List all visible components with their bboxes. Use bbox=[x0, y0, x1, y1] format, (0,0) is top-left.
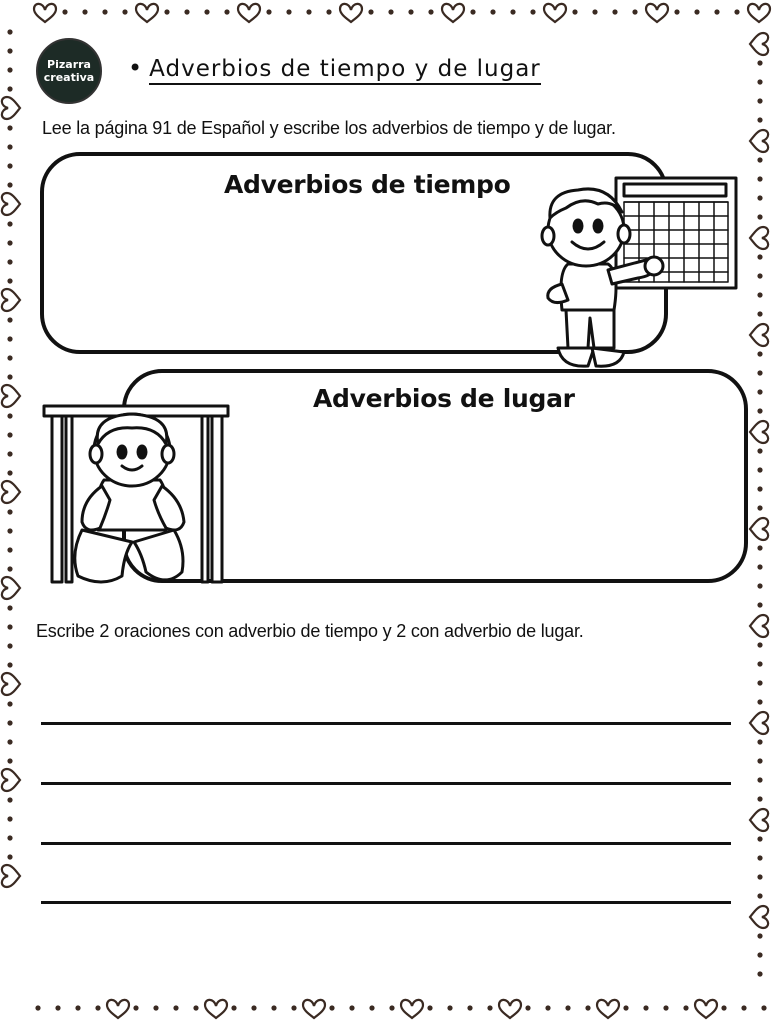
border-dot bbox=[7, 528, 12, 533]
border-dot bbox=[663, 1005, 668, 1010]
border-heart-icon bbox=[750, 809, 768, 831]
border-dot bbox=[585, 1005, 590, 1010]
border-dot bbox=[7, 125, 12, 130]
border-dot bbox=[153, 1005, 158, 1010]
border-dot bbox=[757, 796, 762, 801]
writing-line[interactable] bbox=[41, 842, 731, 845]
border-dot bbox=[683, 1005, 688, 1010]
border-heart-icon bbox=[34, 4, 56, 22]
border-dot bbox=[7, 566, 12, 571]
border-dot bbox=[757, 60, 762, 65]
border-dot bbox=[757, 157, 762, 162]
border-dot bbox=[757, 583, 762, 588]
border-heart-icon bbox=[2, 97, 20, 119]
border-dot bbox=[592, 9, 597, 14]
border-dot bbox=[7, 182, 12, 187]
border-dot bbox=[757, 777, 762, 782]
border-dot bbox=[741, 1005, 746, 1010]
border-dot bbox=[757, 642, 762, 647]
border-dot bbox=[757, 176, 762, 181]
border-dot bbox=[388, 9, 393, 14]
time-adverbs-heading: Adverbios de tiempo bbox=[224, 170, 511, 199]
border-dot bbox=[757, 505, 762, 510]
border-heart-icon bbox=[2, 481, 20, 503]
border-dot bbox=[565, 1005, 570, 1010]
border-dot bbox=[757, 545, 762, 550]
border-dot bbox=[35, 1005, 40, 1010]
border-dot bbox=[447, 1005, 452, 1010]
border-dot bbox=[757, 680, 762, 685]
border-dot bbox=[757, 98, 762, 103]
border-heart-icon bbox=[303, 1000, 325, 1018]
border-dot bbox=[7, 605, 12, 610]
border-dot bbox=[7, 701, 12, 706]
border-heart-icon bbox=[750, 906, 768, 928]
border-dot bbox=[329, 1005, 334, 1010]
border-dot bbox=[757, 564, 762, 569]
border-dot bbox=[286, 9, 291, 14]
border-dot bbox=[545, 1005, 550, 1010]
border-dot bbox=[7, 739, 12, 744]
border-dot bbox=[721, 1005, 726, 1010]
border-dot bbox=[427, 1005, 432, 1010]
border-dot bbox=[224, 9, 229, 14]
instruction-read: Lee la página 91 de Español y escribe los adverbios de tiempo y de lugar. bbox=[42, 118, 616, 138]
border-dot bbox=[428, 9, 433, 14]
border-dot bbox=[7, 48, 12, 53]
border-dot bbox=[757, 408, 762, 413]
border-dot bbox=[204, 9, 209, 14]
border-heart-icon bbox=[107, 1000, 129, 1018]
border-dot bbox=[7, 451, 12, 456]
border-dot bbox=[757, 448, 762, 453]
border-dot bbox=[133, 1005, 138, 1010]
border-dot bbox=[7, 67, 12, 72]
border-dot bbox=[757, 311, 762, 316]
border-dot bbox=[7, 643, 12, 648]
border-dot bbox=[757, 467, 762, 472]
border-dot bbox=[467, 1005, 472, 1010]
title-bullet: • bbox=[128, 54, 144, 82]
border-heart-icon bbox=[597, 1000, 619, 1018]
border-dot bbox=[7, 854, 12, 859]
border-dot bbox=[757, 874, 762, 879]
border-dot bbox=[291, 1005, 296, 1010]
border-dot bbox=[266, 9, 271, 14]
border-dot bbox=[7, 374, 12, 379]
border-heart-icon bbox=[544, 4, 566, 22]
title-text: Adverbios de tiempo y de lugar bbox=[149, 56, 541, 85]
border-dot bbox=[714, 9, 719, 14]
border-dot bbox=[251, 1005, 256, 1010]
border-dot bbox=[470, 9, 475, 14]
border-dot bbox=[757, 273, 762, 278]
border-dot bbox=[7, 163, 12, 168]
border-dot bbox=[231, 1005, 236, 1010]
border-dot bbox=[75, 1005, 80, 1010]
border-dot bbox=[757, 292, 762, 297]
border-dot bbox=[757, 699, 762, 704]
border-dot bbox=[525, 1005, 530, 1010]
border-heart-icon bbox=[2, 769, 20, 791]
border-dot bbox=[757, 351, 762, 356]
border-dot bbox=[623, 1005, 628, 1010]
worksheet-title bbox=[128, 54, 541, 82]
border-dot bbox=[734, 9, 739, 14]
border-heart-icon bbox=[442, 4, 464, 22]
border-heart-icon bbox=[2, 865, 20, 887]
border-heart-icon bbox=[750, 227, 768, 249]
border-dot bbox=[122, 9, 127, 14]
border-dot bbox=[757, 739, 762, 744]
border-dot bbox=[408, 9, 413, 14]
border-heart-icon bbox=[750, 712, 768, 734]
border-heart-icon bbox=[2, 385, 20, 407]
place-adverbs-heading: Adverbios de lugar bbox=[313, 384, 575, 413]
writing-line[interactable] bbox=[41, 722, 731, 725]
border-dot bbox=[7, 547, 12, 552]
border-dot bbox=[757, 214, 762, 219]
border-dot bbox=[7, 816, 12, 821]
border-heart-icon bbox=[2, 673, 20, 695]
border-dot bbox=[757, 389, 762, 394]
border-dot bbox=[530, 9, 535, 14]
border-dot bbox=[487, 1005, 492, 1010]
border-heart-icon bbox=[2, 289, 20, 311]
border-dot bbox=[761, 1005, 766, 1010]
border-heart-icon bbox=[695, 1000, 717, 1018]
border-dot bbox=[102, 9, 107, 14]
border-heart-icon bbox=[401, 1000, 423, 1018]
border-dot bbox=[632, 9, 637, 14]
border-dot bbox=[193, 1005, 198, 1010]
border-dot bbox=[271, 1005, 276, 1010]
border-dot bbox=[173, 1005, 178, 1010]
border-heart-icon bbox=[340, 4, 362, 22]
border-dot bbox=[757, 661, 762, 666]
border-heart-icon bbox=[646, 4, 668, 22]
border-dot bbox=[490, 9, 495, 14]
border-dot bbox=[7, 144, 12, 149]
border-dot bbox=[7, 797, 12, 802]
border-heart-icon bbox=[750, 324, 768, 346]
border-dot bbox=[349, 1005, 354, 1010]
border-dot bbox=[757, 758, 762, 763]
border-dot bbox=[62, 9, 67, 14]
border-heart-icon bbox=[750, 33, 768, 55]
border-heart-icon bbox=[750, 615, 768, 637]
border-dot bbox=[326, 9, 331, 14]
border-dot bbox=[7, 835, 12, 840]
border-dot bbox=[7, 432, 12, 437]
border-dot bbox=[369, 1005, 374, 1010]
border-dot bbox=[757, 971, 762, 976]
boy-sitting-under-table-icon bbox=[42, 404, 232, 590]
border-dot bbox=[643, 1005, 648, 1010]
border-heart-icon bbox=[2, 193, 20, 215]
border-dot bbox=[612, 9, 617, 14]
logo-line-1: Pizarra bbox=[47, 58, 91, 71]
border-dot bbox=[757, 602, 762, 607]
border-dot bbox=[7, 624, 12, 629]
border-dot bbox=[757, 195, 762, 200]
border-dot bbox=[7, 355, 12, 360]
border-dot bbox=[7, 259, 12, 264]
border-dot bbox=[510, 9, 515, 14]
border-dot bbox=[7, 509, 12, 514]
border-dot bbox=[572, 9, 577, 14]
border-heart-icon bbox=[750, 421, 768, 443]
border-heart-icon bbox=[2, 577, 20, 599]
border-dot bbox=[7, 86, 12, 91]
pizarra-creativa-logo bbox=[36, 38, 102, 104]
border-dot bbox=[7, 221, 12, 226]
border-heart-icon bbox=[750, 130, 768, 152]
border-heart-icon bbox=[750, 518, 768, 540]
logo-line-2: creativa bbox=[43, 71, 95, 84]
border-dot bbox=[184, 9, 189, 14]
border-dot bbox=[7, 413, 12, 418]
border-dot bbox=[757, 933, 762, 938]
border-dot bbox=[7, 758, 12, 763]
border-dot bbox=[389, 1005, 394, 1010]
border-dot bbox=[757, 370, 762, 375]
border-dot bbox=[674, 9, 679, 14]
border-heart-icon bbox=[748, 4, 770, 22]
border-dot bbox=[82, 9, 87, 14]
border-dot bbox=[7, 470, 12, 475]
border-dot bbox=[694, 9, 699, 14]
border-dot bbox=[55, 1005, 60, 1010]
border-heart-icon bbox=[499, 1000, 521, 1018]
border-dot bbox=[757, 117, 762, 122]
border-dot bbox=[757, 486, 762, 491]
border-heart-icon bbox=[238, 4, 260, 22]
border-dot bbox=[757, 254, 762, 259]
border-dot bbox=[368, 9, 373, 14]
border-dot bbox=[7, 662, 12, 667]
border-dot bbox=[7, 720, 12, 725]
border-heart-icon bbox=[136, 4, 158, 22]
boy-pointing-calendar-icon bbox=[528, 172, 744, 372]
instruction-write: Escribe 2 oraciones con adverbio de tiempo y 2 con adverbio de lugar. bbox=[36, 621, 584, 641]
border-dot bbox=[7, 240, 12, 245]
border-dot bbox=[7, 317, 12, 322]
border-dot bbox=[757, 79, 762, 84]
border-dot bbox=[757, 855, 762, 860]
border-heart-icon bbox=[205, 1000, 227, 1018]
border-dot bbox=[757, 952, 762, 957]
border-dot bbox=[7, 29, 12, 34]
border-dot bbox=[306, 9, 311, 14]
border-dot bbox=[7, 336, 12, 341]
writing-line[interactable] bbox=[41, 901, 731, 904]
border-dot bbox=[757, 893, 762, 898]
border-dot bbox=[164, 9, 169, 14]
border-dot bbox=[95, 1005, 100, 1010]
border-dot bbox=[7, 278, 12, 283]
writing-line[interactable] bbox=[41, 782, 731, 785]
border-dot bbox=[757, 836, 762, 841]
